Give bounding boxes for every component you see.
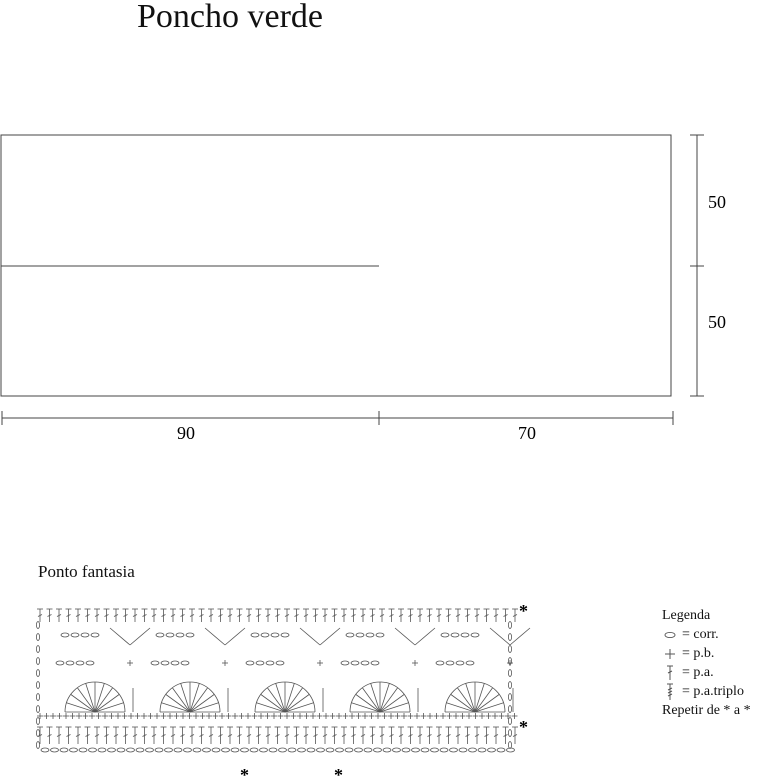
chain-stitch [497,748,505,752]
chain-stitch [36,622,39,629]
triple-crochet-stitch [475,683,484,712]
page-title: Poncho verde [137,0,324,35]
chain-stitch [478,748,486,752]
triple-crochet-stitch [190,688,208,712]
dc-stitch-icon [662,663,682,682]
triple-crochet-stitch [110,628,130,645]
legend-label-triple-crochet: = p.a.triplo [682,684,744,699]
chain-stitch [36,682,39,689]
chain-stitch [181,661,189,665]
triple-crochet-stitch [276,683,285,712]
triple-crochet-stitch [380,688,398,712]
chain-stitch [108,748,116,752]
chain-stitch [136,748,144,752]
chain-stitch [241,748,249,752]
chain-stitch [376,633,384,637]
triple-crochet-stitch [446,703,475,712]
triple-crochet-stitch [475,694,499,712]
chain-stitch [508,742,511,749]
triple-crochet-stitch [190,703,219,712]
chain-stitch [41,748,49,752]
chain-stitch [166,633,174,637]
chain-stitch [508,634,511,641]
chain-stitch [355,748,363,752]
triple-crochet-stitch [300,628,320,645]
chain-stitch [79,748,87,752]
stitch-chart-title: Ponto fantasia [38,562,135,581]
chain-stitch [56,661,64,665]
height-bottom-label: 50 [708,312,726,332]
chain-stitch [508,682,511,689]
chain-stitch [450,748,458,752]
chain-stitch [203,748,211,752]
chain-stitch [212,748,220,752]
triple-crochet-stitch [190,683,199,712]
triple-crochet-stitch [285,703,314,712]
triple-crochet-stitch [166,694,190,712]
chain-stitch [184,748,192,752]
chain-stitch [488,748,496,752]
repeat-mark-right: * [519,717,528,737]
width-right-label: 70 [518,423,536,443]
triple-crochet-stitch [356,694,380,712]
chain-stitch [364,748,372,752]
triple-crochet-stitch [490,628,510,645]
triple-crochet-stitch [285,688,303,712]
chain-stitch [36,658,39,665]
triple-crochet-stitch [351,703,380,712]
plus-cross-icon [662,644,682,663]
triple-crochet-stitch [415,628,435,645]
chain-stitch [393,748,401,752]
chain-stitch [431,748,439,752]
chain-stitch [456,661,464,665]
triple-crochet-stitch [267,688,285,712]
chain-stitch [421,748,429,752]
legend-item-double-crochet [662,663,751,682]
legend-item-triple-crochet [662,682,751,701]
chain-stitch [89,748,97,752]
repeat-mark-top: * [519,601,528,621]
chain-stitch [250,748,258,752]
chain-stitch [346,633,354,637]
triple-crochet-stitch [181,683,190,712]
triple-crochet-stitch [66,703,95,712]
triple-crochet-stitch [130,628,150,645]
chain-stitch [446,661,454,665]
height-top-label: 50 [708,192,726,212]
chain-stitch [60,748,68,752]
chain-stitch [371,661,379,665]
chain-stitch [441,633,449,637]
chain-stitch [156,633,164,637]
height-dimension [690,135,704,396]
chain-stitch [269,748,277,752]
chain-stitch [508,622,511,629]
chain-stitch [451,633,459,637]
legend-label-single-crochet: = p.b. [682,646,715,661]
chain-stitch [251,633,259,637]
chain-stitch [326,748,334,752]
triple-crochet-stitch [261,694,285,712]
chain-stitch [361,661,369,665]
chain-stitch [298,748,306,752]
chain-stitch [261,633,269,637]
legend-label-double-crochet: = p.a. [682,665,714,680]
chain-stitch [356,633,364,637]
chain-stitch [440,748,448,752]
repeat-mark-bottom-left: * [240,765,249,783]
triple-crochet-stitch [457,688,475,712]
chain-stitch [317,748,325,752]
chain-stitch [161,661,169,665]
chain-stitch [71,633,79,637]
chain-stitch [508,694,511,701]
chain-stitch [508,706,511,713]
chain-stitch [276,661,284,665]
chain-oval-icon [662,625,682,644]
chain-stitch [351,661,359,665]
repeat-mark-bottom-right: * [334,765,343,783]
chain-stitch [193,748,201,752]
chain-stitch [279,748,287,752]
chain-stitch [508,730,511,737]
chain-stitch [341,661,349,665]
triple-crochet-stitch [362,688,380,712]
chain-stitch [508,718,511,725]
chain-stitch [336,748,344,752]
triple-crochet-stitch [380,694,404,712]
chain-stitch [176,633,184,637]
chain-stitch [412,748,420,752]
chain-stitch [186,633,194,637]
triple-crochet-stitch [95,683,104,712]
chain-stitch [36,718,39,725]
chain-stitch [70,748,78,752]
chain-stitch [81,633,89,637]
triple-crochet-stitch [371,683,380,712]
chain-stitch [86,661,94,665]
chain-stitch [260,748,268,752]
chain-stitch [436,661,444,665]
chain-stitch [117,748,125,752]
chain-stitch [271,633,279,637]
legend-item-chain [662,625,751,644]
triple-crochet-stitch [285,694,309,712]
triple-crochet-stitch [95,703,124,712]
chain-stitch [366,633,374,637]
chain-stitch [508,646,511,653]
chain-stitch [461,633,469,637]
chain-stitch [459,748,467,752]
chain-stitch [471,633,479,637]
triple-crochet-stitch [161,703,190,712]
triple-crochet-stitch [77,688,95,712]
chain-stitch [307,748,315,752]
chain-stitch [76,661,84,665]
chain-stitch [174,748,182,752]
chain-stitch [165,748,173,752]
chain-stitch [127,748,135,752]
chain-stitch [36,730,39,737]
triple-crochet-stitch [225,628,245,645]
triple-crochet-stitch [172,688,190,712]
chain-stitch [256,661,264,665]
triple-crochet-stitch [380,683,389,712]
legend [662,606,751,720]
legend-title: Legenda [662,608,711,623]
chain-stitch [171,661,179,665]
chain-stitch [36,706,39,713]
chain-stitch [231,748,239,752]
chain-stitch [402,748,410,752]
triple-crochet-stitch [380,703,409,712]
chain-stitch [66,661,74,665]
triple-crochet-stitch [95,694,119,712]
stitch-chart [36,609,530,752]
triple-crochet-stitch [256,703,285,712]
chain-stitch [266,661,274,665]
legend-label-chain: = corr. [682,627,719,642]
chain-stitch [36,694,39,701]
chain-stitch [374,748,382,752]
chain-stitch [36,646,39,653]
chain-stitch [222,748,230,752]
triple-crochet-stitch [86,683,95,712]
triple-crochet-stitch [285,683,294,712]
width-dimension [2,411,673,425]
legend-item-single-crochet [662,644,751,663]
chain-stitch [469,748,477,752]
chain-stitch [36,634,39,641]
triple-crochet-stitch [320,628,340,645]
chain-stitch [288,748,296,752]
chain-stitch [281,633,289,637]
triple-crochet-stitch [190,694,214,712]
triple-crochet-stitch [395,628,415,645]
triple-crochet-stitch [510,628,530,645]
chain-stitch [508,670,511,677]
triple-crochet-stitch [205,628,225,645]
chain-stitch [345,748,353,752]
legend-repeat-note: Repetir de * a * [662,703,751,718]
chain-stitch [36,670,39,677]
width-left-label: 90 [177,423,195,443]
chain-stitch [36,742,39,749]
chain-stitch [51,748,59,752]
chain-stitch [155,748,163,752]
triple-crochet-stitch [475,688,493,712]
chain-stitch [146,748,154,752]
triple-crochet-stitch [475,703,504,712]
chain-stitch [466,661,474,665]
chain-stitch [91,633,99,637]
chain-stitch [151,661,159,665]
triple-crochet-stitch [95,688,113,712]
triple-crochet-stitch [71,694,95,712]
chain-stitch [98,748,106,752]
chain-stitch [61,633,69,637]
chain-stitch [246,661,254,665]
triple-stitch-icon [662,682,682,701]
triple-crochet-stitch [451,694,475,712]
triple-crochet-stitch [466,683,475,712]
chain-stitch [383,748,391,752]
